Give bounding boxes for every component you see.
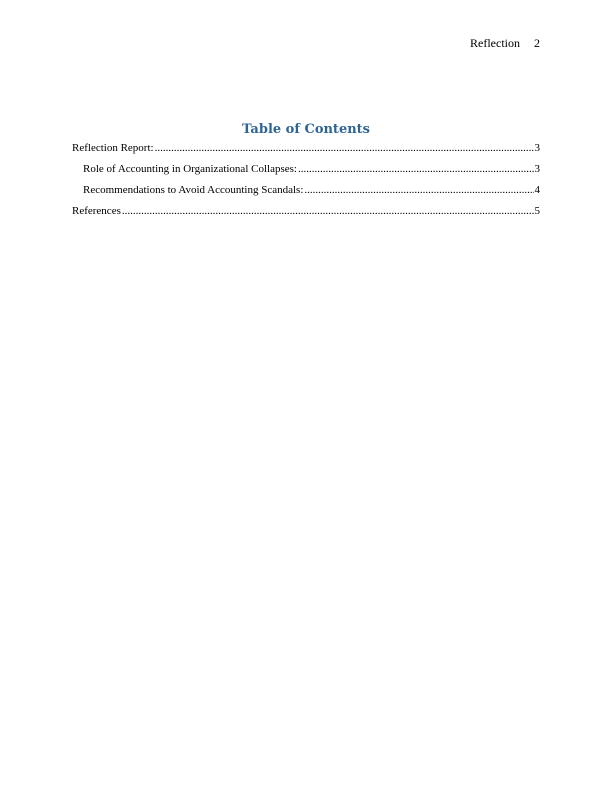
toc-entry-page: 4: [534, 184, 540, 196]
toc-dot-leader: [298, 163, 534, 176]
toc-entry-label: Reflection Report:: [72, 142, 154, 154]
toc-entry-page: 5: [534, 205, 540, 217]
toc-entry-label: Recommendations to Avoid Accounting Scandals:: [83, 184, 304, 196]
toc-dot-leader: [122, 205, 534, 218]
toc-entry-recommendations[interactable]: [72, 184, 540, 205]
table-of-contents: [72, 142, 540, 226]
toc-entry-label: References: [72, 205, 121, 217]
toc-dot-leader: [155, 142, 534, 155]
page-number: 2: [534, 36, 540, 50]
toc-dot-leader: [304, 184, 533, 197]
toc-title: Table of Contents: [242, 122, 370, 137]
toc-entry-references[interactable]: [72, 205, 540, 226]
toc-entry-page: 3: [534, 163, 540, 175]
toc-entry-role-of-accounting[interactable]: [72, 163, 540, 184]
toc-entry-label: Role of Accounting in Organizational Collapses:: [83, 163, 297, 175]
toc-entry-reflection-report[interactable]: [72, 142, 540, 163]
page-header: [470, 36, 540, 50]
running-title: Reflection: [470, 36, 520, 50]
toc-entry-page: 3: [534, 142, 540, 154]
